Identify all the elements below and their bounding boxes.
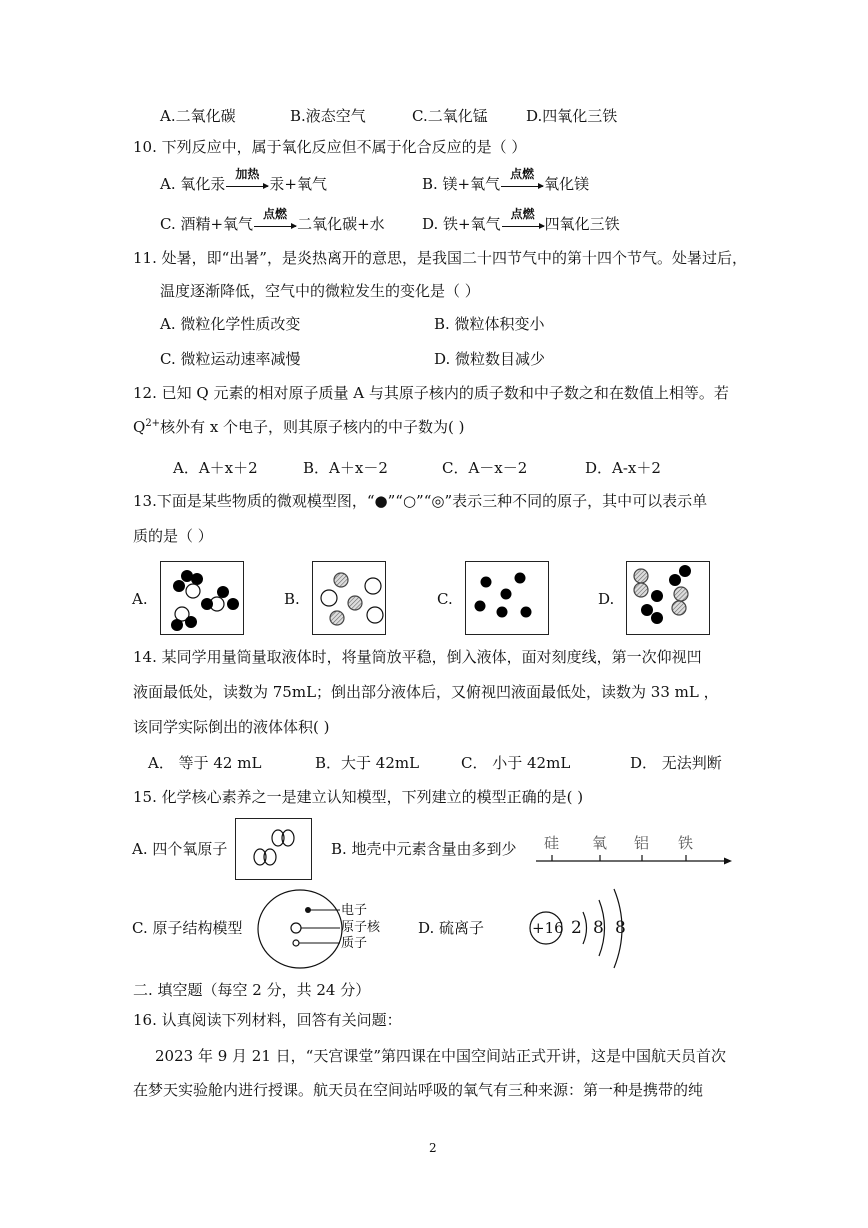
q12-option-a: A．A＋x＋2 (173, 459, 258, 477)
q15-stem: 15. 化学核心素养之一是建立认知模型，下列建立的模型正确的是( ) (133, 788, 584, 806)
q11-option-c: C. 微粒运动速率减慢 (160, 350, 301, 368)
reaction-arrow-icon: 点燃 (502, 218, 544, 232)
q13-label-c: C. (437, 590, 453, 608)
q15-option-b: B. 地壳中元素含量由多到少 (331, 840, 517, 858)
q15-oxygen-atoms-box (235, 818, 312, 880)
q12-option-c: C．A－x－2 (442, 459, 528, 477)
q11-stem-line1: 11. 处暑，即“出暑”，是炎热离开的意思，是我国二十四节气中的第十四个节气。处暑过后， (133, 249, 747, 267)
q15-option-c: C. 原子结构模型 (132, 919, 243, 937)
q13-model-c (465, 561, 549, 635)
q10-stem: 10. 下列反应中，属于氧化反应但不属于化合反应的是（ ） (133, 138, 527, 156)
oxygen-atoms-icon (236, 819, 311, 879)
q14-option-a: A． 等于 42 mL (148, 754, 262, 772)
q11-option-d: D. 微粒数目减少 (434, 350, 546, 368)
q13-stem-line1: 13.下面是某些物质的微观模型图，“●”“○”“◎”表示三种不同的原子，其中可以表示单 (133, 492, 708, 510)
reaction-arrow-icon: 点燃 (254, 218, 296, 232)
nucleus-charge: +16 (532, 919, 564, 937)
q15-option-d: D. 硫离子 (418, 919, 485, 937)
q13-label-b: B. (284, 590, 300, 608)
nucleus-label: 原子核 (341, 920, 381, 935)
molecule-model-b-icon (313, 562, 385, 634)
electron-label: 电子 (341, 903, 368, 918)
q12-stem-line2: $Q^{2+}$核外有 x 个电子，则其原子核内的中子数为( ) (133, 418, 465, 436)
q13-model-d (626, 561, 710, 635)
q14-option-c: C． 小于 42mL (461, 754, 571, 772)
q10-option-b: B. 镁+氧气 点燃 氧化镁 (422, 167, 590, 193)
q9-option-a: A.二氧化碳 (160, 107, 236, 125)
axis-label: 铝 (634, 834, 650, 852)
q10-option-a: A. 氧化汞 加热 汞+氧气 (160, 167, 327, 193)
section-heading: 二. 填空题（每空 2 分，共 24 分） (133, 981, 371, 999)
page-number: 2 (429, 1141, 437, 1155)
q10-option-c: C. 酒精+氧气 点燃 二氧化碳+水 (160, 207, 385, 233)
q13-model-a (160, 561, 244, 635)
q13-label-d: D. (598, 590, 615, 608)
q12-option-b: B．A＋x－2 (303, 459, 388, 477)
q16-stem: 16. 认真阅读下列材料，回答有关问题： (133, 1011, 402, 1029)
axis-label: 铁 (678, 834, 694, 852)
axis-label: 氧 (592, 834, 608, 852)
molecule-model-c-icon (466, 562, 548, 634)
q14-stem-line2: 液面最低处，读数为 75mL；倒出部分液体后，又俯视凹液面最低处，读数为 33 mL ， (133, 683, 719, 701)
q12-stem-line1: 12. 已知 Q 元素的相对原子质量 A 与其原子核内的质子数和中子数之和在数值上相等。若 (133, 384, 729, 402)
q14-option-d: D． 无法判断 (630, 754, 722, 772)
q9-option-b: B.液态空气 (290, 107, 366, 125)
axis-label: 硅 (544, 834, 560, 852)
q13-stem-line2: 质的是（ ） (133, 527, 213, 545)
q13-label-a: A. (132, 590, 148, 608)
molecule-model-a-icon (161, 562, 243, 634)
q14-stem-line3: 该同学实际倒出的液体体积( ) (133, 718, 330, 736)
q11-stem-line2: 温度逐渐降低，空气中的微粒发生的变化是（ ） (160, 282, 480, 300)
q12-option-d: D．A-x＋2 (585, 459, 661, 477)
q16-paragraph-line1: 2023 年 9 月 21 日，“天宫课堂”第四课在中国空间站正式开讲，这是中国航天员首次 (155, 1047, 726, 1065)
shell-electrons: 2 (571, 918, 582, 938)
q9-option-d: D.四氧化三铁 (526, 107, 618, 125)
q15-option-a: A. 四个氧原子 (132, 840, 228, 858)
q9-option-c: C.二氧化锰 (412, 107, 488, 125)
molecule-model-d-icon (627, 562, 709, 634)
shell-electrons: 8 (593, 918, 604, 938)
reaction-arrow-icon: 加热 (226, 178, 268, 192)
q13-model-b (312, 561, 386, 635)
q11-option-a: A. 微粒化学性质改变 (160, 315, 301, 333)
shell-electrons: 8 (615, 918, 626, 938)
atom-structure-model-icon (256, 888, 346, 970)
q14-stem-line1: 14. 某同学用量筒量取液体时，将量筒放平稳，倒入液体，面对刻度线，第一次仰视凹 (133, 648, 702, 666)
reaction-arrow-icon: 点燃 (501, 178, 543, 192)
proton-label: 质子 (341, 936, 368, 951)
q14-option-b: B．大于 42mL (315, 754, 420, 772)
q10-option-d: D. 铁+氧气 点燃 四氧化三铁 (422, 207, 620, 233)
q11-option-b: B. 微粒体积变小 (434, 315, 545, 333)
q16-paragraph-line2: 在梦天实验舱内进行授课。航天员在空间站呼吸的氧气有三种来源：第一种是携带的纯 (133, 1081, 704, 1099)
